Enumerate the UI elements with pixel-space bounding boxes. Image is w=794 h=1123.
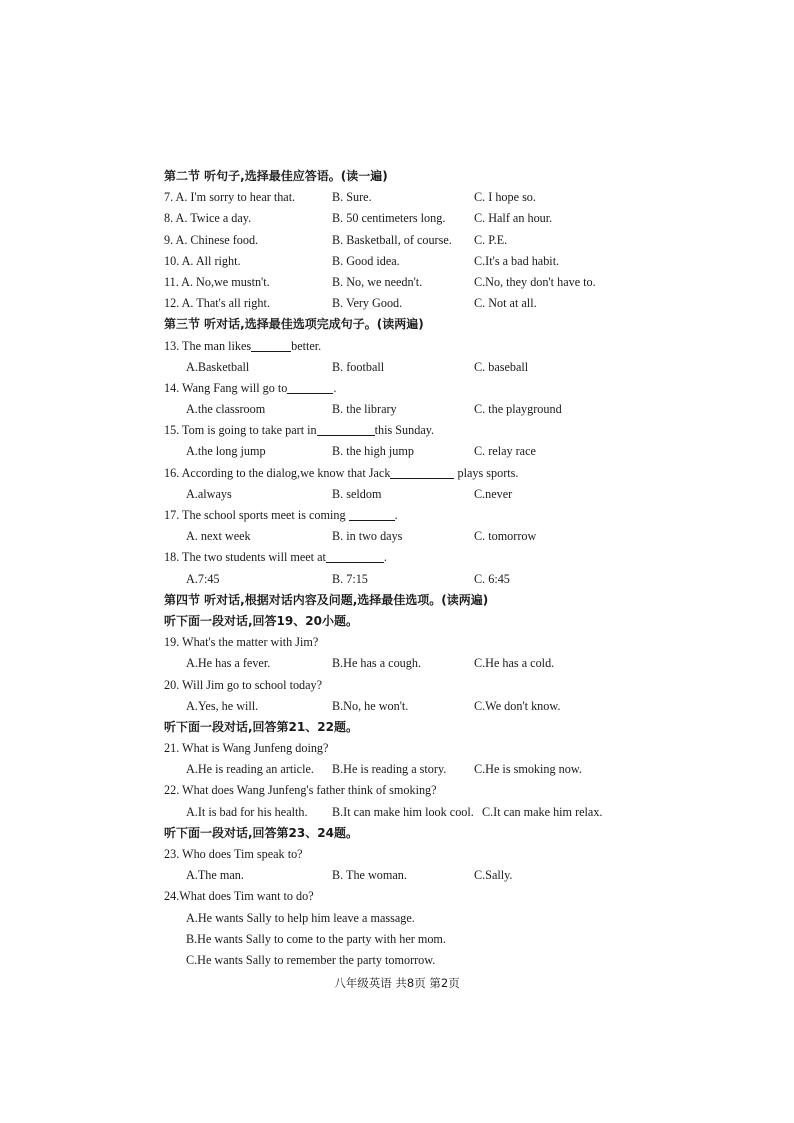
option-a: A.Yes, he will. (186, 698, 259, 713)
answer-blank (349, 506, 395, 521)
question-18-options (164, 569, 644, 590)
option-a: 7. A. I'm sorry to hear that. (164, 190, 296, 205)
answer-blank (287, 379, 333, 394)
option-b: B.No, he won't. (332, 698, 409, 713)
option-c: C. tomorrow (474, 529, 537, 544)
question-17-options (164, 526, 644, 547)
question-23-options (164, 865, 644, 886)
option-b: B. the library (332, 402, 397, 417)
option-a: A.7:45 (186, 571, 220, 586)
question-20-options (164, 696, 644, 717)
option-b: B. Very Good. (332, 296, 403, 311)
question-19-options (164, 653, 644, 674)
option-b: B. Basketball, of course. (332, 232, 452, 247)
question-16-stem: 16. According to the dialog,we know that Jack plays sports. (164, 465, 519, 480)
section-heading: 第二节 听句子,选择最佳应答语。(读一遍) (164, 169, 388, 183)
question-23-stem: 23. Who does Tim speak to? (164, 847, 303, 861)
question-10 (164, 251, 644, 272)
option-a: A.He has a fever. (186, 656, 271, 671)
answer-blank (251, 337, 291, 352)
question-7 (164, 187, 644, 208)
option-c: C. 6:45 (474, 571, 510, 586)
question-22-options (164, 802, 644, 823)
option-c: C. baseball (474, 359, 529, 374)
option-a: 9. A. Chinese food. (164, 232, 259, 247)
answer-blank (317, 421, 375, 436)
option-a: A. next week (186, 529, 251, 544)
question-11 (164, 272, 644, 293)
option-c: C. Half an hour. (474, 211, 553, 226)
question-13-stem: 13. The man likes better. (164, 338, 322, 353)
option-a: A.Basketball (186, 359, 250, 374)
question-22-stem: 22. What does Wang Junfeng's father think of smoking? (164, 783, 437, 798)
option-b: B.He wants Sally to come to the party with her mom. (186, 931, 446, 946)
option-c: C.It's a bad habit. (474, 253, 560, 268)
option-c: C. the playground (474, 402, 562, 417)
option-c: C. relay race (474, 444, 536, 459)
option-a: A.always (186, 486, 232, 501)
dialog-intro: 听下面一段对话,回答第21、22题。 (164, 719, 358, 734)
option-b: B. Sure. (332, 190, 372, 205)
question-list (164, 166, 644, 971)
option-b: B. 50 centimeters long. (332, 211, 446, 226)
option-c: C.never (474, 486, 513, 501)
option-a: 10. A. All right. (164, 253, 241, 268)
option-b: B.It can make him look cool. (332, 804, 474, 819)
option-c: C.He has a cold. (474, 656, 555, 671)
option-b: B. football (332, 359, 385, 374)
option-b: B. the high jump (332, 444, 414, 459)
question-24-stem: 24.What does Tim want to do? (164, 889, 314, 904)
question-15-stem: 15. Tom is going to take part in this Sunday. (164, 423, 435, 438)
question-20-stem: 20. Will Jim go to school today? (164, 677, 323, 692)
question-9 (164, 230, 644, 251)
option-a: 11. A. No,we mustn't. (164, 274, 270, 289)
option-a: A.the long jump (186, 444, 266, 459)
option-b: B. seldom (332, 486, 382, 501)
option-b: B.He has a cough. (332, 656, 422, 671)
question-8 (164, 208, 644, 229)
question-19-stem: 19. What's the matter with Jim? (164, 635, 319, 650)
option-b: B.He is reading a story. (332, 762, 447, 777)
option-c: C.Sally. (474, 868, 513, 883)
question-14-stem: 14. Wang Fang will go to . (164, 380, 337, 395)
question-18-stem: 18. The two students will meet at . (164, 550, 387, 565)
question-21-options (164, 759, 644, 780)
option-c: C.No, they don't have to. (474, 274, 596, 289)
question-12 (164, 293, 644, 314)
question-17-stem: 17. The school sports meet is coming . (164, 508, 398, 522)
option-a: A.He is reading an article. (186, 762, 314, 777)
answer-blank (326, 548, 384, 563)
option-b: B. Good idea. (332, 253, 400, 268)
option-a: 12. A. That's all right. (164, 296, 270, 311)
option-b: B. in two days (332, 529, 403, 544)
question-16-options (164, 484, 644, 505)
option-a: A.the classroom (186, 402, 266, 417)
option-c: C.He wants Sally to remember the party tomorrow. (186, 952, 436, 967)
option-c: C.It can make him relax. (482, 804, 603, 819)
question-13-options (164, 357, 644, 378)
option-c: C. Not at all. (474, 296, 537, 311)
dialog-intro: 听下面一段对话,回答第23、24题。 (164, 825, 358, 840)
option-b: B. The woman. (332, 868, 407, 883)
option-c: C.We don't know. (474, 698, 561, 713)
question-21-stem: 21. What is Wang Junfeng doing? (164, 741, 329, 756)
question-15-options (164, 441, 644, 462)
answer-blank (390, 464, 454, 479)
option-c: C.He is smoking now. (474, 762, 582, 777)
option-c: C. P.E. (474, 232, 508, 247)
option-c: C. I hope so. (474, 190, 536, 205)
option-b: B. 7:15 (332, 571, 368, 586)
section-heading: 第四节 听对话,根据对话内容及问题,选择最佳选项。(读两遍) (164, 592, 489, 607)
option-a: A.He wants Sally to help him leave a massage. (186, 910, 415, 925)
option-a: A.The man. (186, 868, 244, 883)
option-b: B. No, we needn't. (332, 274, 423, 289)
dialog-intro: 听下面一段对话,回答19、20小题。 (164, 613, 358, 628)
option-a: A.It is bad for his health. (186, 804, 308, 819)
section-heading: 第三节 听对话,选择最佳选项完成句子。(读两遍) (164, 317, 424, 332)
page-footer: 八年级英语 共8页 第2页 (334, 976, 460, 990)
question-14-options (164, 399, 644, 420)
option-a: 8. A. Twice a day. (164, 211, 252, 226)
